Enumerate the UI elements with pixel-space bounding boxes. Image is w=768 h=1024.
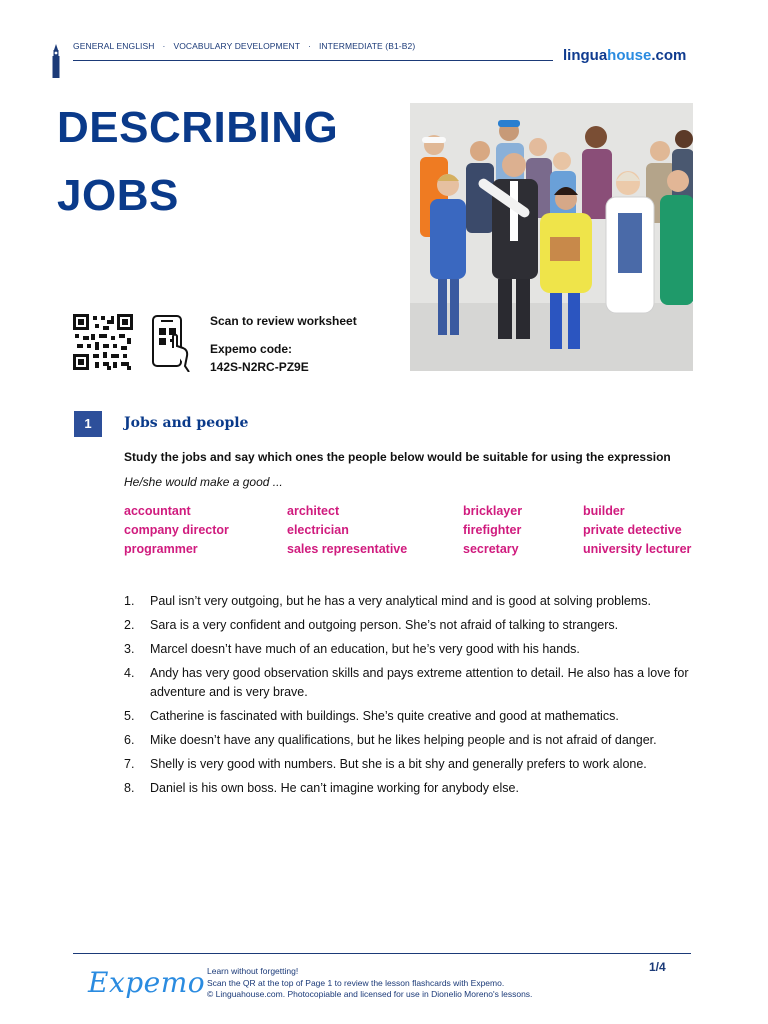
list-item <box>124 755 699 774</box>
phone-scan-icon <box>151 314 191 372</box>
item-text: Marcel doesn’t have much of an education, but he’s very good with his hands. <box>150 642 580 656</box>
crumb-level-1: GENERAL ENGLISH <box>73 41 155 51</box>
item-text: Mike doesn’t have any qualifications, but he likes helping people and is not afraid of danger. <box>150 733 657 747</box>
item-number: 5. <box>124 709 135 723</box>
footer-tagline: Learn without forgetting! <box>207 966 299 976</box>
job-word: private detective <box>583 523 682 537</box>
exercise-items <box>124 592 699 803</box>
item-number: 2. <box>124 618 135 632</box>
item-number: 8. <box>124 781 135 795</box>
scan-info <box>210 312 357 376</box>
job-word: secretary <box>463 542 519 556</box>
item-text: Andy has very good observation skills and pays extreme attention to detail. He also has a love for adventure and is very brave. <box>150 666 689 699</box>
brand-part-lingua: lingua <box>563 47 608 64</box>
item-text: Shelly is very good with numbers. But she is a bit shy and generally prefers to work alone. <box>150 757 647 771</box>
job-word: university lecturer <box>583 542 692 556</box>
job-word: accountant <box>124 504 191 518</box>
brand-part-tld: .com <box>651 47 687 64</box>
item-number: 7. <box>124 757 135 771</box>
title-line-1: DESCRIBING <box>57 103 339 152</box>
expemo-code: 142S-N2RC-PZ9E <box>210 360 309 374</box>
expemo-code-label: Expemo code: <box>210 342 293 356</box>
breadcrumb <box>73 41 415 51</box>
list-item <box>124 707 699 726</box>
item-number: 1. <box>124 594 135 608</box>
list-item <box>124 592 699 611</box>
brand-logo[interactable] <box>563 47 686 64</box>
list-item <box>124 779 699 798</box>
list-item <box>124 640 699 659</box>
expemo-logo[interactable]: Expemo <box>88 966 206 999</box>
list-item <box>124 664 699 702</box>
example-expression: He/she would make a good ... <box>124 475 283 489</box>
job-word: firefighter <box>463 523 522 537</box>
big-ben-icon <box>50 44 62 78</box>
item-text: Sara is a very confident and outgoing person. She’s not afraid of talking to strangers. <box>150 618 619 632</box>
job-word: electrician <box>287 523 349 537</box>
scan-instruction: Scan to review worksheet <box>210 314 357 328</box>
header-rule <box>73 60 553 61</box>
crumb-level-2: VOCABULARY DEVELOPMENT <box>173 41 301 51</box>
job-word: bricklayer <box>463 504 523 518</box>
list-item <box>124 616 699 635</box>
crumb-level-3: INTERMEDIATE (B1-B2) <box>318 41 416 51</box>
footer-copyright: © Linguahouse.com. Photocopiable and licensed for use in Dionelio Moreno's lessons. <box>207 989 533 999</box>
crumb-separator: · <box>162 41 166 51</box>
page-title <box>57 94 338 230</box>
item-text: Paul isn’t very outgoing, but he has a very analytical mind and is good at solving problems. <box>150 594 651 608</box>
qr-code-icon[interactable] <box>73 314 133 370</box>
item-text: Catherine is fascinated with buildings. She’s quite creative and good at mathematics. <box>150 709 619 723</box>
job-word: sales representative <box>287 542 408 556</box>
list-item <box>124 731 699 750</box>
title-line-2: JOBS <box>57 171 179 220</box>
job-word: company director <box>124 523 229 537</box>
brand-part-house: house <box>607 47 652 64</box>
page-number: 1/4 <box>649 960 666 974</box>
footer-text <box>207 966 532 1001</box>
section-title: Jobs and people <box>124 415 249 431</box>
item-number: 6. <box>124 733 135 747</box>
footer-instruction: Scan the QR at the top of Page 1 to review the lesson flashcards with Expemo. <box>207 977 505 988</box>
item-text: Daniel is his own boss. He can’t imagine working for anybody else. <box>150 781 519 795</box>
item-number: 4. <box>124 666 135 680</box>
crumb-separator: · <box>308 41 311 51</box>
item-number: 3. <box>124 642 135 656</box>
footer-rule <box>73 953 691 954</box>
job-word: builder <box>583 504 625 518</box>
job-word: architect <box>287 504 340 518</box>
section-number-badge: 1 <box>74 411 102 437</box>
exercise-instruction: Study the jobs and say which ones the people below would be suitable for using the expression <box>124 450 671 464</box>
workers-group-photo <box>410 103 693 371</box>
job-word: programmer <box>124 542 198 556</box>
